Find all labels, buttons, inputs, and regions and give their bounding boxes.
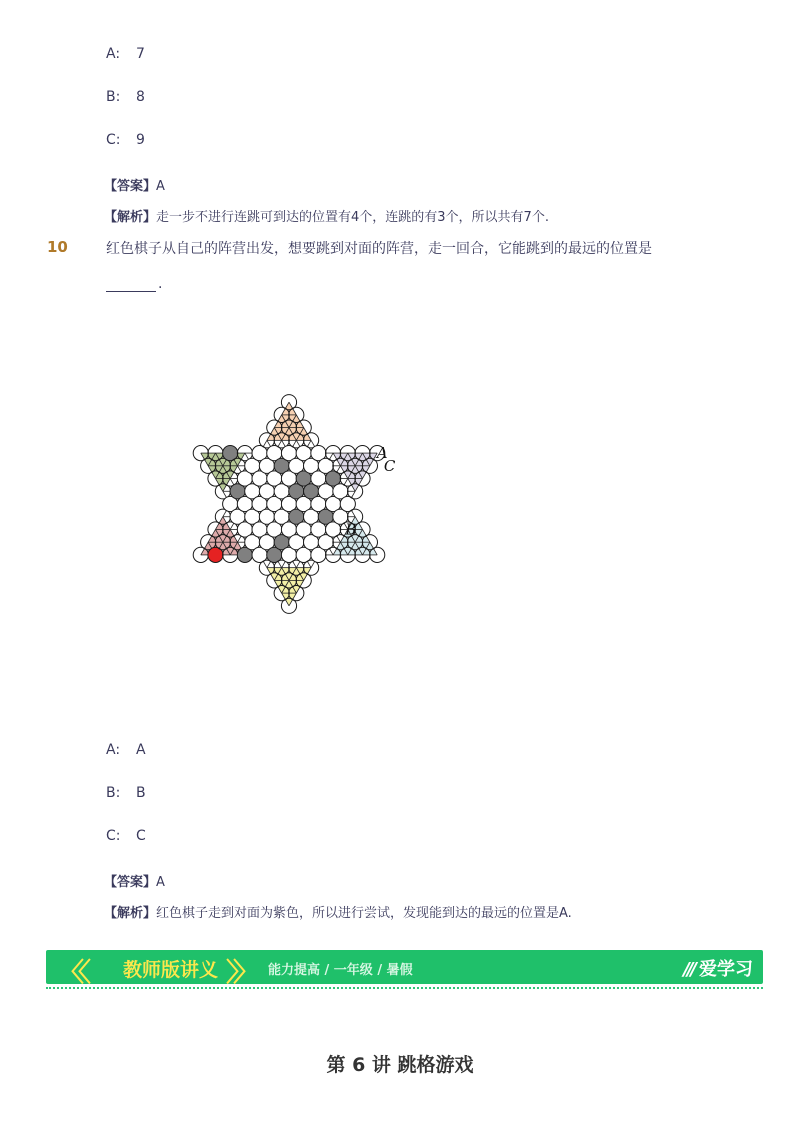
option-a: A: A xyxy=(106,742,146,758)
analysis-line: 【解析】走一步不进行连跳可到达的位置有4个，连跳的有3个，所以共有7个. xyxy=(104,210,549,225)
position-label-b: B xyxy=(345,520,357,539)
option-b: B: 8 xyxy=(106,89,145,105)
option-c: C: C xyxy=(106,828,146,844)
option-b: B: B xyxy=(106,785,146,801)
question-text: 红色棋子从自己的阵营出发，想要跳到对面的阵营，走一回合，它能跳到的最远的位置是 xyxy=(106,241,652,257)
banner-title: 教师版讲义 xyxy=(123,959,219,981)
answer-blank: . xyxy=(106,276,162,292)
chinese-checkers-board xyxy=(100,290,480,722)
footer-banner xyxy=(46,950,763,988)
option-a: A: 7 xyxy=(106,46,145,62)
dotted-divider xyxy=(46,987,763,989)
position-label-a: A xyxy=(376,444,388,463)
position-label-c: C xyxy=(383,456,396,475)
brand-logo: /// 爱学习 xyxy=(683,959,753,980)
answer-line: 【答案】A xyxy=(104,875,165,890)
lecture-title: 第 6 讲 跳格游戏 xyxy=(326,1054,474,1076)
double-chevron-left-icon: 〈〈 xyxy=(58,958,86,988)
answer-line: 【答案】A xyxy=(104,179,165,194)
option-c: C: 9 xyxy=(106,132,145,148)
brand-mark-icon: /// xyxy=(683,959,694,980)
camp-bottom xyxy=(267,568,311,606)
camp-top xyxy=(267,402,311,440)
banner-breadcrumb: 能力提高 / 一年级 / 暑假 xyxy=(268,963,413,978)
double-chevron-right-icon: 〉〉 xyxy=(226,958,254,988)
analysis-line: 【解析】红色棋子走到对面为紫色，所以进行尝试，发现能到达的最远的位置是A. xyxy=(104,906,572,921)
question-number: 10 xyxy=(47,238,68,256)
